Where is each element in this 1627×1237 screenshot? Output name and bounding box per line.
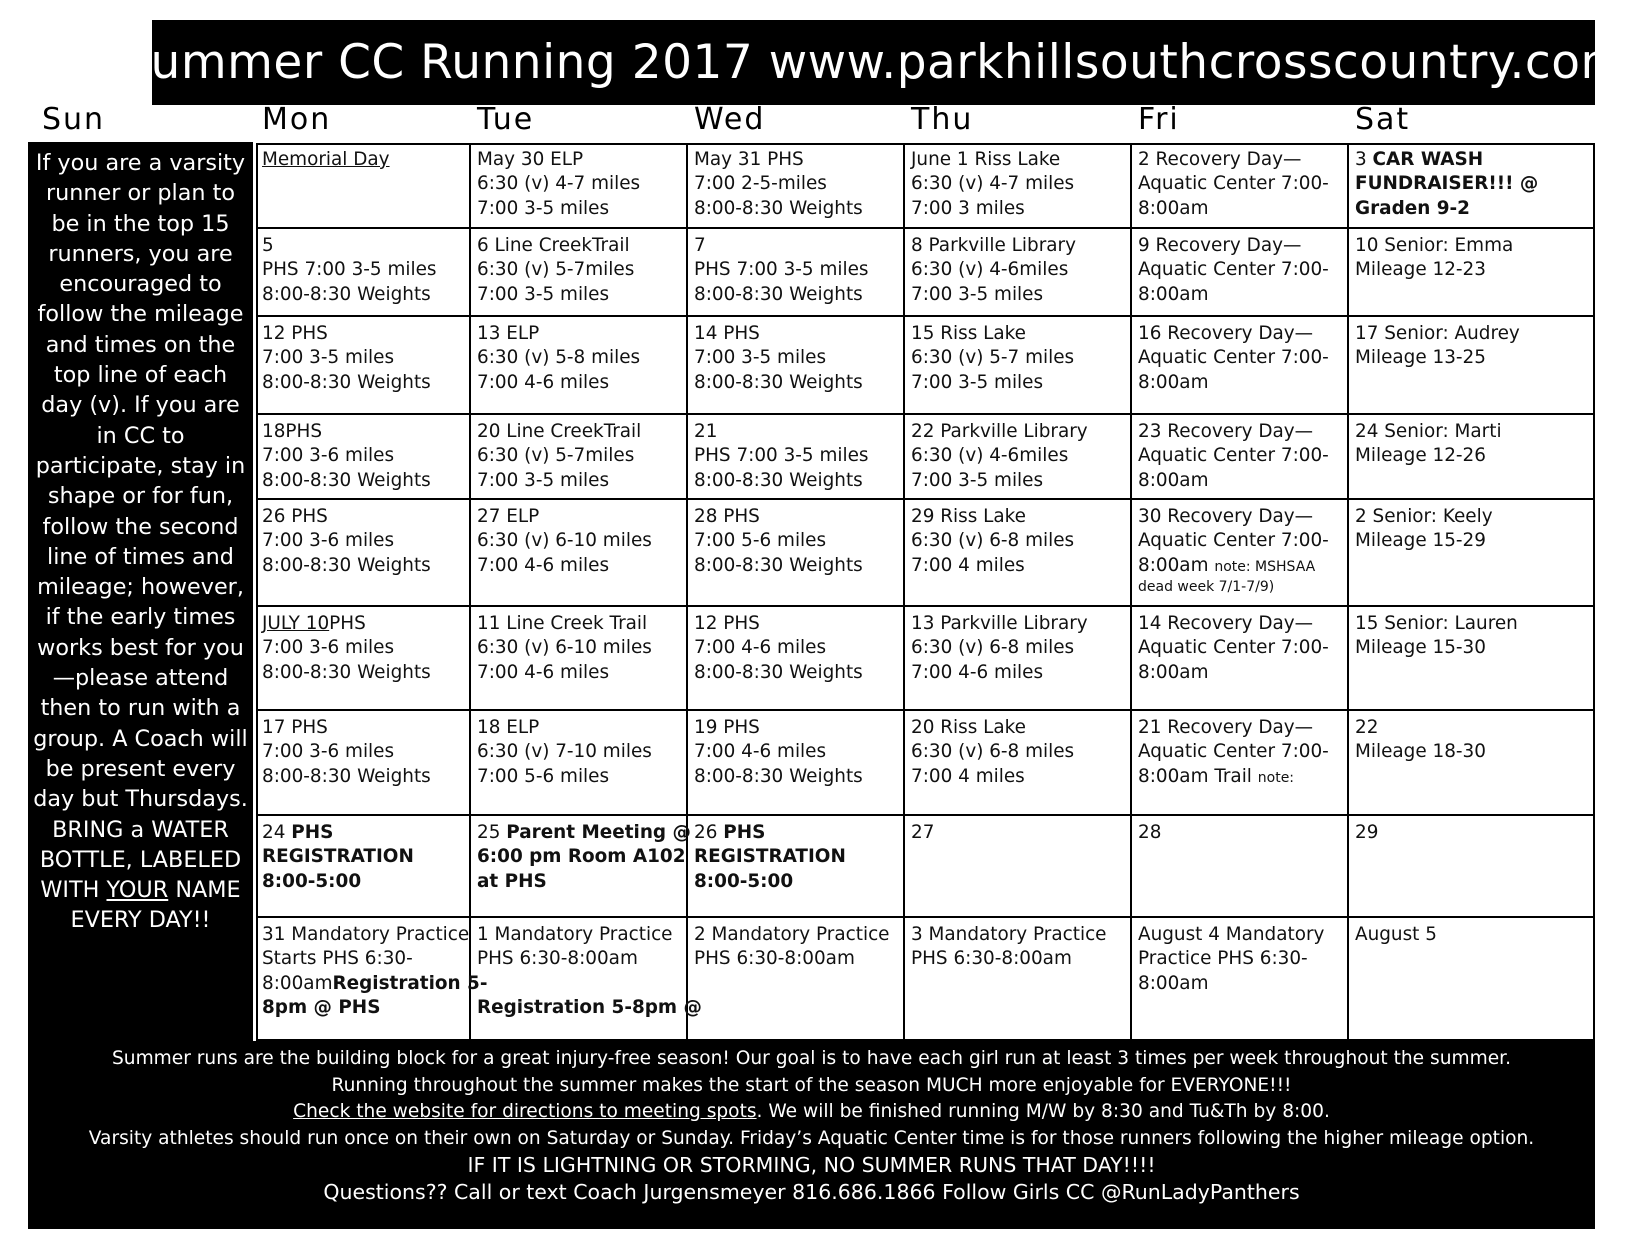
- sunday-instructions: [28, 142, 253, 1041]
- cell-line: 25 Parent Meeting @: [477, 822, 691, 843]
- cell-line: 8:00am: [1138, 197, 1209, 219]
- day-cell-wed: [688, 317, 905, 415]
- water-bottle-notice-emphasis: YOUR: [106, 877, 169, 904]
- day-cell-tue: [471, 816, 691, 918]
- day-cell-thu: [905, 500, 1132, 607]
- cell-line: 29 Riss Lake: [911, 506, 1026, 527]
- cell-line: 8:00am: [1138, 283, 1209, 305]
- cell-line: 8:00am: [1138, 661, 1209, 683]
- cell-line: REGISTRATION: [262, 846, 414, 868]
- cell-line: 2 Senior: Keely: [1355, 506, 1493, 527]
- cell-line: 13 Parkville Library: [911, 613, 1088, 634]
- cell-line: 7:00 4 miles: [911, 765, 1025, 787]
- mshsaa-note: note: MSHSAA: [1214, 558, 1316, 575]
- day-cell-fri: [1132, 143, 1349, 229]
- day-cell-thu: [905, 317, 1132, 415]
- cell-line: 8:00-5:00: [694, 870, 794, 892]
- day-cell-sat: [1349, 143, 1595, 229]
- cell-line: 8:00-8:30 Weights: [694, 661, 863, 683]
- cell-line: 7:00 5-6 miles: [477, 765, 610, 787]
- cell-line: 7:00 3-5 miles: [262, 347, 395, 369]
- cell-line: Aquatic Center 7:00-: [1138, 347, 1329, 369]
- cell-line: 8:00-8:30 Weights: [694, 765, 863, 787]
- cell-line: 8:00am: [1138, 972, 1209, 994]
- day-cell-tue: [471, 500, 688, 607]
- cell-line: 8:00am: [1138, 469, 1209, 491]
- cell-line: Mileage 12-23: [1355, 259, 1486, 281]
- day-cell-fri: [1132, 816, 1349, 918]
- day-cell-wed: [688, 607, 905, 711]
- day-cell-wed: [688, 143, 905, 229]
- day-cell-sat: [1349, 918, 1595, 1041]
- day-cell-tue: [471, 317, 688, 415]
- day-cell-wed: [688, 711, 905, 816]
- instructions-text: If you are a varsity runner or plan to be in the top 15 runners, you are encouraged to follow the mileage and times on the top line of each day (v). If you are in CC to participate, stay in shape or for fun, follow the second line of times and mileage; however, if the early times works best for you—please attend then to run with a group. A Coach will be present every day but Thursdays.: [33, 150, 248, 813]
- cell-line: 21 Recovery Day—: [1138, 717, 1314, 738]
- cell-line: 7:00 3-5 miles: [477, 469, 610, 491]
- cell-line: 8:00am Trail note:: [1138, 765, 1295, 787]
- cell-line: 8:00-5:00: [262, 870, 362, 892]
- day-cell-sat: [1349, 607, 1595, 711]
- day-cell-tue: [471, 918, 702, 1041]
- day-header-tue: Tue: [477, 102, 535, 137]
- day-cell-sat: [1349, 229, 1595, 317]
- cell-line: 6:30 (v) 5-7miles: [477, 445, 635, 467]
- footer-line-3-rest: . We will be finished running M/W by 8:30 and Tu&Th by 8:00.: [756, 1101, 1330, 1122]
- cell-line: Aquatic Center 7:00-: [1138, 637, 1329, 659]
- cell-line: 30 Recovery Day—: [1138, 506, 1314, 527]
- cell-line: 18PHS: [262, 421, 322, 442]
- day-cell-sat: [1349, 711, 1595, 816]
- cell-line: 7:00 3-5 miles: [477, 197, 610, 219]
- cell-line: 18 ELP: [477, 717, 540, 738]
- day-cell-sat: [1349, 317, 1595, 415]
- day-cell-mon: [256, 317, 471, 415]
- water-bottle-notice: BRING a WATER BOTTLE, LABELED WITH: [39, 816, 242, 904]
- footer-notes: [28, 1041, 1595, 1229]
- cell-line: 8:00-8:30 Weights: [262, 371, 431, 393]
- cell-line: Mileage 13-25: [1355, 347, 1486, 369]
- day-cell-mon: [256, 816, 471, 918]
- cell-line: 6:30 (v) 6-8 miles: [911, 637, 1075, 659]
- day-cell-fri: [1132, 317, 1349, 415]
- cell-line: 8:00-8:30 Weights: [262, 765, 431, 787]
- cell-line: 6:30 (v) 7-10 miles: [477, 741, 652, 763]
- cell-line: 21: [694, 421, 718, 442]
- cell-line: 6:00 pm Room A102: [477, 846, 686, 868]
- day-cell-mon: [256, 711, 471, 816]
- cell-line: 6:30 (v) 6-8 miles: [911, 530, 1075, 552]
- footer-line-4: Varsity athletes should run once on their own on Saturday or Sunday. Friday’s Aquatic Center time is for those runners following the higher mileage option.: [88, 1127, 1535, 1149]
- cell-line: 6:30 (v) 6-10 miles: [477, 530, 652, 552]
- day-cell-thu: [905, 816, 1132, 918]
- cell-line: REGISTRATION: [694, 846, 846, 868]
- footer-line-2: Running throughout the summer makes the start of the season MUCH more enjoyable for EVERYONE!!!: [331, 1074, 1292, 1096]
- cell-line: 7:00 4-6 miles: [911, 661, 1044, 683]
- cell-line: 7:00 3-5 miles: [694, 347, 827, 369]
- day-cell-thu: [905, 607, 1132, 711]
- cell-line: Aquatic Center 7:00-: [1138, 530, 1329, 552]
- cell-line: Memorial Day: [262, 149, 390, 170]
- cell-line: Mileage 12-26: [1355, 445, 1486, 467]
- cell-line: June 1 Riss Lake: [911, 149, 1061, 170]
- cell-line: 7:00 3 miles: [911, 197, 1025, 219]
- day-cell-sat: [1349, 415, 1595, 500]
- cell-line: PHS 7:00 3-5 miles: [694, 259, 869, 281]
- day-cell-sat: [1349, 816, 1595, 918]
- cell-line: PHS 7:00 3-5 miles: [262, 259, 437, 281]
- cell-line: 2 Recovery Day—: [1138, 149, 1302, 170]
- cell-line: 7:00 3-6 miles: [262, 637, 395, 659]
- cell-line: 7:00 3-5 miles: [477, 283, 610, 305]
- day-cell-thu: [905, 711, 1132, 816]
- cell-line: 6:30 (v) 4-7 miles: [477, 173, 641, 195]
- cell-line: 29: [1355, 822, 1379, 843]
- day-header-fri: Fri: [1138, 102, 1180, 137]
- day-cell-fri: [1132, 607, 1349, 711]
- cell-line: 11 Line Creek Trail: [477, 613, 648, 634]
- cell-line: FUNDRAISER!!! @: [1355, 173, 1539, 195]
- july-10-date: JULY 10: [262, 613, 330, 634]
- page-title: Summer CC Running 2017 www.parkhillsouthcrosscountry.com: [152, 20, 1595, 105]
- cell-line: 7:00 2-5-miles: [694, 173, 827, 195]
- day-cell-mon: [256, 415, 471, 500]
- water-bottle-notice-end: NAME EVERY DAY!!: [70, 877, 241, 934]
- cell-line: May 31 PHS: [694, 149, 804, 170]
- cell-line: 6:30 (v) 5-8 miles: [477, 347, 641, 369]
- cell-line: 8pm @ PHS: [262, 996, 381, 1018]
- cell-line: 16 Recovery Day—: [1138, 323, 1314, 344]
- day-header-sat: Sat: [1355, 102, 1411, 137]
- cell-line: Mileage 15-30: [1355, 637, 1486, 659]
- cell-line: 26 PHS: [694, 822, 766, 843]
- cell-line: 8:00-8:30 Weights: [262, 283, 431, 305]
- cell-line: 12 PHS: [262, 323, 328, 344]
- footer-line-3: [28, 1099, 1595, 1126]
- cell-line: August 4 Mandatory: [1138, 924, 1325, 945]
- july-10-location: PHS: [329, 613, 366, 634]
- cell-line: 15 Riss Lake: [911, 323, 1026, 344]
- cell-line: Mileage 15-29: [1355, 530, 1486, 552]
- cell-line: PHS 6:30-8:00am: [694, 948, 855, 970]
- day-cell-fri: [1132, 415, 1349, 500]
- day-cell-thu: [905, 918, 1132, 1041]
- day-cell-mon: [256, 918, 488, 1041]
- cell-line: 6:30 (v) 6-8 miles: [911, 741, 1075, 763]
- cell-line: 8:00-8:30 Weights: [262, 554, 431, 576]
- cell-line: Aquatic Center 7:00-: [1138, 259, 1329, 281]
- cell-line: 7:00 3-6 miles: [262, 741, 395, 763]
- cell-line: 7:00 4-6 miles: [694, 741, 827, 763]
- cell-line: 23 Recovery Day—: [1138, 421, 1314, 442]
- cell-line: 13 ELP: [477, 323, 540, 344]
- day-cell-mon: [256, 229, 471, 317]
- cell-line: 9 Recovery Day—: [1138, 235, 1302, 256]
- cell-line: 24 PHS: [262, 822, 334, 843]
- cell-line: 7:00 3-5 miles: [911, 283, 1044, 305]
- cell-line: 8:00am: [1138, 371, 1209, 393]
- day-cell-fri: [1132, 711, 1349, 816]
- day-header-mon: Mon: [262, 102, 332, 137]
- cell-line: 3 Mandatory Practice: [911, 924, 1107, 945]
- cell-line: August 5: [1355, 924, 1437, 945]
- day-cell-tue: [471, 711, 688, 816]
- cell-line: PHS 6:30-8:00am: [477, 948, 638, 970]
- cell-line: 7:00 3-5 miles: [911, 371, 1044, 393]
- cell-line: 7:00 4-6 miles: [694, 637, 827, 659]
- day-cell-tue: [471, 607, 688, 711]
- cell-line: 7:00 3-5 miles: [911, 469, 1044, 491]
- cell-line: 7: [694, 235, 706, 256]
- cell-line: 6:30 (v) 6-10 miles: [477, 637, 652, 659]
- cell-line: PHS 6:30-8:00am: [911, 948, 1072, 970]
- cell-line: 6:30 (v) 4-7 miles: [911, 173, 1075, 195]
- day-header-thu: Thu: [911, 102, 974, 137]
- footer-line-1: Summer runs are the building block for a great injury-free season! Our goal is to have each girl run at least 3 times per week throughout the summer.: [111, 1048, 1512, 1069]
- cell-line: 14 Recovery Day—: [1138, 613, 1314, 634]
- cell-line: Mileage 18-30: [1355, 741, 1486, 763]
- day-cell-tue: [471, 229, 688, 317]
- cell-line: 6:30 (v) 5-7miles: [477, 259, 635, 281]
- cell-line: May 30 ELP: [477, 149, 584, 170]
- day-cell-fri: [1132, 500, 1349, 607]
- cell-line: 17 PHS: [262, 717, 328, 738]
- cell-line: 8:00amRegistration 5-: [262, 972, 488, 994]
- cell-line: 7:00 3-6 miles: [262, 530, 395, 552]
- cell-line: 22 Parkville Library: [911, 421, 1088, 442]
- cell-line: Practice PHS 6:30-: [1138, 948, 1308, 970]
- cell-line: 1 Mandatory Practice: [477, 924, 673, 945]
- day-cell-mon: [256, 143, 471, 229]
- day-cell-wed: [688, 415, 905, 500]
- day-header-wed: Wed: [694, 102, 766, 137]
- cell-line: Aquatic Center 7:00-: [1138, 173, 1329, 195]
- day-header-sun: Sun: [42, 102, 106, 137]
- contact-line: Questions?? Call or text Coach Jurgensmeyer 816.686.1866 Follow Girls CC @RunLadyPanthers: [323, 1179, 1300, 1204]
- day-cell-fri: [1132, 229, 1349, 317]
- day-cell-wed: [688, 229, 905, 317]
- cell-line: 7:00 4-6 miles: [477, 554, 610, 576]
- cell-line: 8:00-8:30 Weights: [694, 197, 863, 219]
- cell-line: 6:30 (v) 4-6miles: [911, 445, 1069, 467]
- cell-line: Graden 9-2: [1355, 197, 1470, 219]
- cell-line: 12 PHS: [694, 613, 760, 634]
- day-cell-mon: [256, 607, 471, 711]
- cell-line: 7:00 4-6 miles: [477, 371, 610, 393]
- cell-line: at PHS: [477, 870, 547, 892]
- day-cell-thu: [905, 143, 1132, 229]
- cell-line: 28 PHS: [694, 506, 760, 527]
- trail-note: note:: [1257, 769, 1295, 786]
- cell-line: 8 Parkville Library: [911, 235, 1076, 256]
- cell-line: 10 Senior: Emma: [1355, 235, 1514, 256]
- day-cell-tue: [471, 415, 688, 500]
- cell-line: 8:00-8:30 Weights: [694, 371, 863, 393]
- cell-line: 6:30 (v) 5-7 miles: [911, 347, 1075, 369]
- cell-line: [262, 612, 463, 636]
- cell-line: 27: [911, 822, 935, 843]
- cell-line: 19 PHS: [694, 717, 760, 738]
- day-cell-fri: [1132, 918, 1349, 1041]
- cell-line: 14 PHS: [694, 323, 760, 344]
- cell-line: 27 ELP: [477, 506, 540, 527]
- cell-line: Aquatic Center 7:00-: [1138, 445, 1329, 467]
- day-cell-tue: [471, 143, 688, 229]
- cell-line: 6:30 (v) 4-6miles: [911, 259, 1069, 281]
- day-cell-wed: [688, 816, 905, 918]
- cell-line: Starts PHS 6:30-: [262, 948, 413, 970]
- cell-line: PHS 7:00 3-5 miles: [694, 445, 869, 467]
- website-directions-link[interactable]: Check the website for directions to meeting spots: [293, 1101, 757, 1122]
- cell-line: 26 PHS: [262, 506, 328, 527]
- cell-line: 5: [262, 235, 274, 256]
- cell-line: Aquatic Center 7:00-: [1138, 741, 1329, 763]
- cell-line: Registration 5-8pm @: [477, 996, 702, 1018]
- cell-line: 8:00-8:30 Weights: [262, 469, 431, 491]
- day-cell-sat: [1349, 500, 1595, 607]
- cell-line: 24 Senior: Marti: [1355, 421, 1502, 442]
- cell-line: 17 Senior: Audrey: [1355, 323, 1520, 344]
- cell-line: 3 CAR WASH: [1355, 149, 1484, 170]
- cell-line: 22: [1355, 717, 1379, 738]
- cell-line: 20 Line CreekTrail: [477, 421, 642, 442]
- cell-line: 7:00 4 miles: [911, 554, 1025, 576]
- cell-line: 6 Line CreekTrail: [477, 235, 630, 256]
- cell-line: 8:00am note: MSHSAA: [1138, 554, 1316, 576]
- cell-line: 31 Mandatory Practice: [262, 924, 470, 945]
- day-cell-wed: [688, 500, 905, 607]
- day-cell-wed: [688, 918, 905, 1041]
- cell-line: 8:00-8:30 Weights: [694, 554, 863, 576]
- day-cell-mon: [256, 500, 471, 607]
- day-cell-thu: [905, 415, 1132, 500]
- calendar-grid: [256, 143, 1595, 1041]
- cell-line: 28: [1138, 822, 1162, 843]
- cell-line: 7:00 3-6 miles: [262, 445, 395, 467]
- weather-warning: IF IT IS LIGHTNING OR STORMING, NO SUMMER RUNS THAT DAY!!!!: [467, 1153, 1156, 1177]
- cell-line: 15 Senior: Lauren: [1355, 613, 1518, 634]
- cell-line: 8:00-8:30 Weights: [262, 661, 431, 683]
- cell-line: 20 Riss Lake: [911, 717, 1026, 738]
- mshsaa-dead-week-note: dead week 7/1-7/9): [1138, 578, 1275, 595]
- cell-line: 2 Mandatory Practice: [694, 924, 890, 945]
- cell-line: 8:00-8:30 Weights: [694, 469, 863, 491]
- day-cell-thu: [905, 229, 1132, 317]
- cell-line: 7:00 5-6 miles: [694, 530, 827, 552]
- cell-line: 7:00 4-6 miles: [477, 661, 610, 683]
- cell-line: 8:00-8:30 Weights: [694, 283, 863, 305]
